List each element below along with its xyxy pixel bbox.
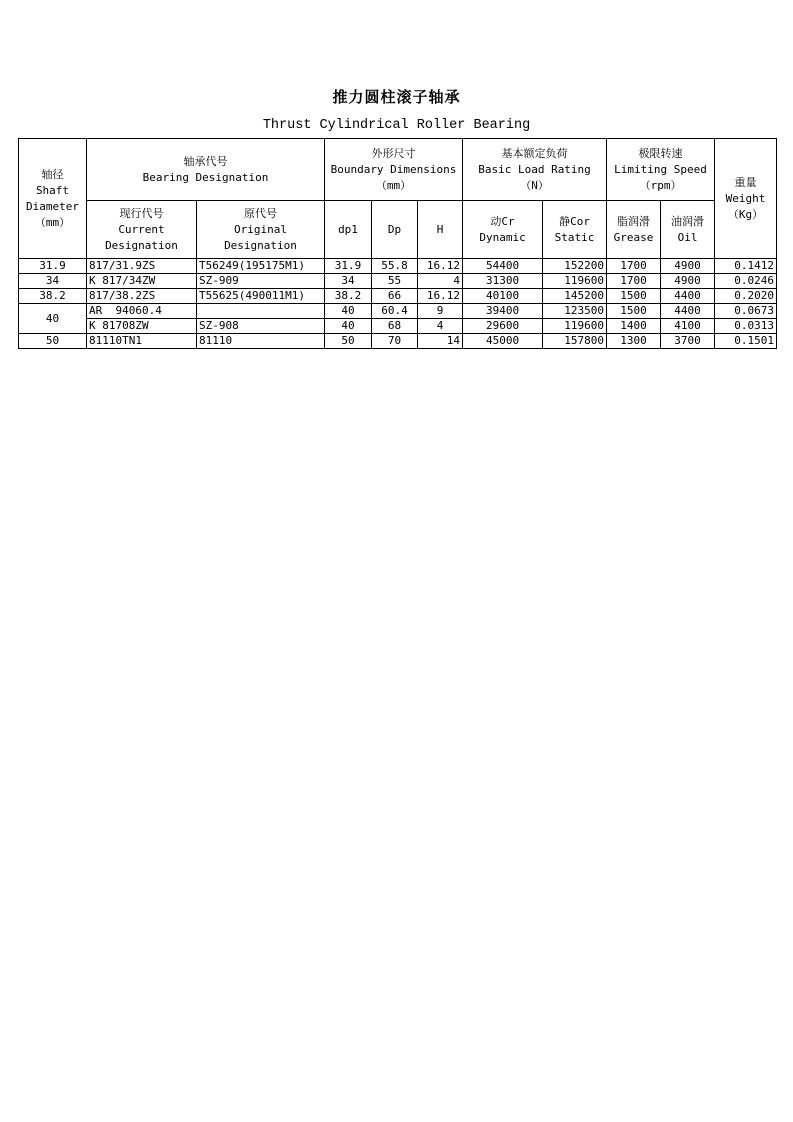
current-designation-cell: K 81708ZW <box>87 319 197 334</box>
static-load-cell: 145200 <box>543 289 607 304</box>
dynamic-load-cell: 45000 <box>463 334 543 349</box>
dp-cell: 55 <box>372 274 418 289</box>
oil-speed-header: 油润滑 Oil <box>661 201 715 259</box>
bearing-designation-header: 轴承代号 Bearing Designation <box>87 139 325 201</box>
dp-cell: 55.8 <box>372 259 418 274</box>
h-cell: 14 <box>418 334 463 349</box>
oil-speed-cell: 4400 <box>661 304 715 319</box>
static-load-cell: 157800 <box>543 334 607 349</box>
h-cell: 16.12 <box>418 289 463 304</box>
original-designation-cell: 81110 <box>197 334 325 349</box>
shaft-diameter-header: 轴径 Shaft Diameter （mm） <box>19 139 87 259</box>
table-row <box>19 304 777 319</box>
grease-speed-header: 脂润滑 Grease <box>607 201 661 259</box>
dynamic-load-header: 动Cr Dynamic <box>463 201 543 259</box>
static-load-cell: 119600 <box>543 319 607 334</box>
original-designation-cell: T56249(195175M1) <box>197 259 325 274</box>
oil-speed-cell: 4100 <box>661 319 715 334</box>
table-row <box>19 319 777 334</box>
h-header: H <box>418 201 463 259</box>
dp-cell: 70 <box>372 334 418 349</box>
current-designation-cell: K 817/34ZW <box>87 274 197 289</box>
table-row <box>19 334 777 349</box>
grease-speed-cell: 1300 <box>607 334 661 349</box>
original-designation-cell <box>197 304 325 319</box>
static-load-header: 静Cor Static <box>543 201 607 259</box>
grease-speed-cell: 1700 <box>607 259 661 274</box>
table-row <box>19 289 777 304</box>
current-designation-cell: 817/38.2ZS <box>87 289 197 304</box>
weight-cell: 0.1501 <box>715 334 777 349</box>
original-designation-cell: SZ-908 <box>197 319 325 334</box>
shaft-cell: 31.9 <box>19 259 87 274</box>
original-designation-cell: T55625(490011M1) <box>197 289 325 304</box>
header-row-2 <box>19 201 777 259</box>
h-cell: 4 <box>418 274 463 289</box>
dp1-cell: 50 <box>325 334 372 349</box>
static-load-cell: 152200 <box>543 259 607 274</box>
grease-speed-cell: 1400 <box>607 319 661 334</box>
dp1-cell: 34 <box>325 274 372 289</box>
boundary-dimensions-header: 外形尺寸 Boundary Dimensions （mm） <box>325 139 463 201</box>
dp1-cell: 38.2 <box>325 289 372 304</box>
shaft-cell: 50 <box>19 334 87 349</box>
grease-speed-cell: 1500 <box>607 289 661 304</box>
weight-cell: 0.2020 <box>715 289 777 304</box>
dp-cell: 66 <box>372 289 418 304</box>
weight-cell: 0.0246 <box>715 274 777 289</box>
h-cell: 4 <box>418 319 463 334</box>
table-row <box>19 259 777 274</box>
dp1-header: dp1 <box>325 201 372 259</box>
current-designation-cell: 81110TN1 <box>87 334 197 349</box>
dynamic-load-cell: 54400 <box>463 259 543 274</box>
current-designation-header: 现行代号 Current Designation <box>87 201 197 259</box>
oil-speed-cell: 4900 <box>661 274 715 289</box>
current-designation-cell: 817/31.9ZS <box>87 259 197 274</box>
dp1-cell: 31.9 <box>325 259 372 274</box>
static-load-cell: 119600 <box>543 274 607 289</box>
basic-load-rating-header: 基本额定负荷 Basic Load Rating （N） <box>463 139 607 201</box>
dynamic-load-cell: 39400 <box>463 304 543 319</box>
current-designation-cell: AR 94060.4 <box>87 304 197 319</box>
dp1-cell: 40 <box>325 304 372 319</box>
dp-header: Dp <box>372 201 418 259</box>
header-row-1 <box>19 139 777 201</box>
dp-cell: 68 <box>372 319 418 334</box>
dynamic-load-cell: 40100 <box>463 289 543 304</box>
h-cell: 16.12 <box>418 259 463 274</box>
bearing-spec-table <box>18 138 777 349</box>
grease-speed-cell: 1500 <box>607 304 661 319</box>
original-designation-header: 原代号 Original Designation <box>197 201 325 259</box>
weight-cell: 0.0313 <box>715 319 777 334</box>
shaft-cell: 40 <box>19 304 87 334</box>
oil-speed-cell: 4900 <box>661 259 715 274</box>
weight-cell: 0.1412 <box>715 259 777 274</box>
shaft-cell: 34 <box>19 274 87 289</box>
weight-cell: 0.0673 <box>715 304 777 319</box>
table-row <box>19 274 777 289</box>
shaft-cell: 38.2 <box>19 289 87 304</box>
dp1-cell: 40 <box>325 319 372 334</box>
weight-header: 重量 Weight （Kg） <box>715 139 777 259</box>
limiting-speed-header: 极限转速 Limiting Speed （rpm） <box>607 139 715 201</box>
oil-speed-cell: 3700 <box>661 334 715 349</box>
page-title-chinese: 推力圆柱滚子轴承 <box>332 88 461 106</box>
static-load-cell: 123500 <box>543 304 607 319</box>
h-cell: 9 <box>418 304 463 319</box>
grease-speed-cell: 1700 <box>607 274 661 289</box>
dp-cell: 60.4 <box>372 304 418 319</box>
oil-speed-cell: 4400 <box>661 289 715 304</box>
page-title-english: Thrust Cylindrical Roller Bearing <box>262 118 531 133</box>
original-designation-cell: SZ-909 <box>197 274 325 289</box>
dynamic-load-cell: 29600 <box>463 319 543 334</box>
dynamic-load-cell: 31300 <box>463 274 543 289</box>
